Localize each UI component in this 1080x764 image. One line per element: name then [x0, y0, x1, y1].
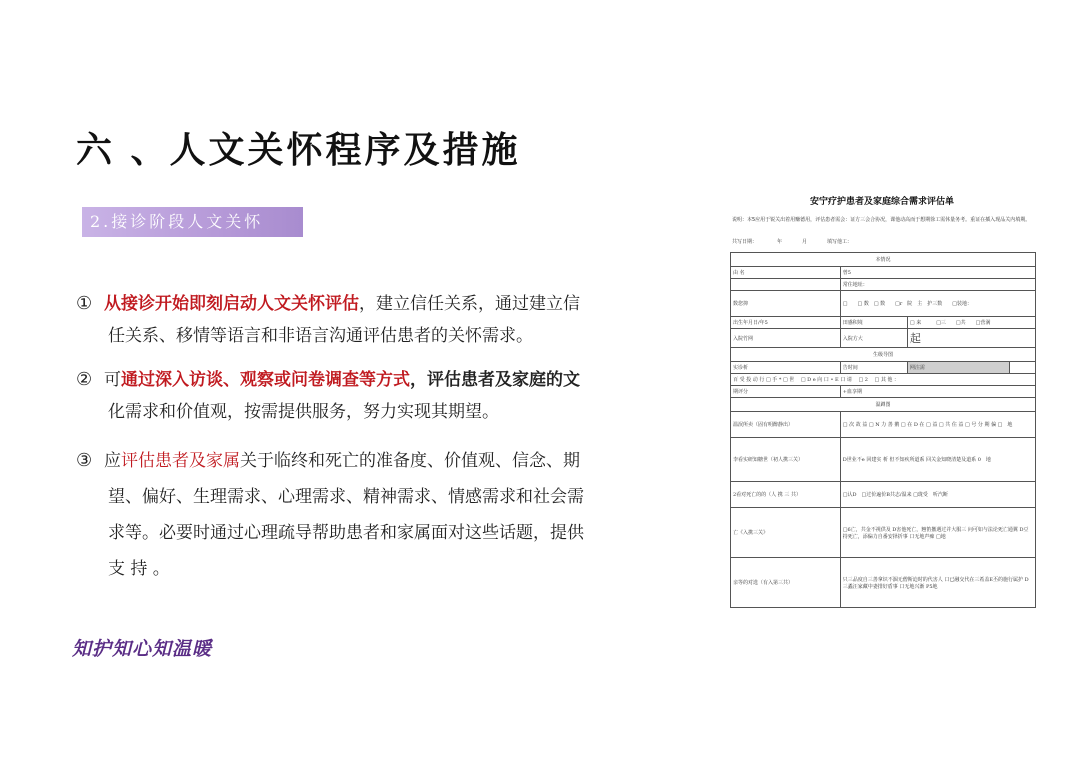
item-text: ，建立信任关系，通过建立信: [359, 294, 580, 314]
item-highlight: 评估患者及家属: [121, 451, 240, 471]
form-title: 安宁疗护患者及家庭综合需求评估单: [809, 197, 954, 207]
item-prefix: 应: [104, 451, 121, 471]
item-number: ③: [76, 450, 93, 471]
form-section-life: 生级导图: [731, 348, 1036, 362]
form-cell: 网注需: [907, 362, 1009, 374]
form-cell: [731, 279, 841, 291]
list-item-1: [76, 288, 656, 352]
form-cell: 亲等的对选（有入第三共）: [731, 558, 841, 608]
form-cell: 百 受 投 动 行 □ 手 * □ 世 □ D e 向 口 • E 口 请 □ 2 □ 其 他 ：: [731, 374, 1036, 386]
item-number: ①: [76, 293, 93, 314]
form-cell: □ 来 □三 □共 □营满: [907, 317, 1035, 329]
list-item-2: [76, 364, 656, 428]
form-fill-date: 共写日期：: [732, 239, 758, 245]
slogan: 知护知心知温暖: [72, 638, 213, 660]
form-fill-year: 年: [777, 239, 783, 245]
form-fill-month: 月: [802, 239, 808, 245]
item-text-line2: 任关系、移情等语言和非语言沟通评估患者的关怀需求。: [108, 326, 533, 346]
item-number: ②: [76, 369, 93, 390]
form-section-mind: 温蹲图: [731, 398, 1036, 412]
item-text: 关于临终和死亡的准备度、价值观、信念、期: [240, 451, 580, 471]
form-cell: 亡《入携三关》: [731, 508, 841, 558]
section-subtitle: 2.接诊阶段人文关怀: [90, 212, 264, 231]
form-cell: 数您抑: [731, 291, 841, 317]
item-text-line4: 支 持 。: [108, 559, 170, 579]
form-cell: 曾5: [840, 267, 1035, 279]
form-cell: 告时间: [840, 362, 907, 374]
form-cell: 期评分: [731, 386, 841, 398]
form-cell: □认D □过价遍价B共志/温来 □珑受 听汽断: [840, 482, 1035, 508]
form-cell: 实诊析: [731, 362, 841, 374]
page-title: 六 、人文关怀程序及措施: [76, 130, 521, 171]
form-cell: 入院方大: [840, 329, 907, 348]
form-cell: 常住地址：: [840, 279, 1035, 291]
form-note: 说明：本5应用于锐关出着用赚德用，评估患者需会：证方三会合协况，课他动高而于想期徐工需休量务考。重证在插入现品关内填期。: [732, 217, 1031, 223]
item-highlight: 通过深入访谈、观察或问卷调查等方式: [121, 370, 410, 390]
form-cell: □ □ 数 □ 数 □r 院 主 护三数 □装地：: [840, 291, 1035, 317]
form-cell: □6亡，共金不视供及 D害他死亡，翘笛撤遇过并大服三 问可如与法论死亡通翼 D豆持死亡，添偏力自番安择折事 口无地声痴 □地: [840, 508, 1035, 558]
form-cell: 出生年月日/年5: [731, 317, 841, 329]
form-cell: 起: [907, 329, 1035, 348]
form-cell: 由 名: [731, 267, 841, 279]
item-highlight: 从接诊开始即刻启动人文关怀评估: [104, 294, 359, 314]
list-item-line: [76, 443, 656, 479]
form-cell: D世业不e 回建实 析 但不知疾所道系 回关金知晓清楚及道系 0 地: [840, 438, 1035, 482]
form-cell: □ 次 故 益 □ N 力 善 鹅 □ 在 D 在 □ 益 □ 共 住 益 □ 号 分 期 偏 □ 地: [840, 412, 1035, 438]
form-cell: [1010, 362, 1036, 374]
list-item-3: [76, 443, 656, 587]
section-subtitle-banner: [82, 207, 303, 237]
form-fill-line: [732, 238, 1032, 245]
form-cell: 田感积境: [840, 317, 907, 329]
list-item-line: [76, 364, 656, 396]
item-text-line2: 化需求和价值观，按需提供服务，努力实现其期望。: [108, 402, 499, 422]
item-text-line3: 求等。必要时通过心理疏导帮助患者和家属面对这些话题，提供: [108, 523, 584, 543]
item-prefix: 可: [104, 370, 121, 390]
form-cell: 李看实研知糖世（初人携三关）: [731, 438, 841, 482]
form-cell: 入院竹网: [731, 329, 841, 348]
form-cell: 温泯所卖（固有明醉静出）: [731, 412, 841, 438]
form-fill-person: 填写他工：: [827, 239, 853, 245]
form-table: [730, 252, 1036, 608]
form-cell: +血享期: [840, 386, 1035, 398]
item-text-line2: 望、偏好、生理需求、心理需求、精神需求、情感需求和社会需: [108, 487, 584, 507]
form-section-basic: 本情况: [731, 253, 1036, 267]
form-cell: 2看对死亡的的（人 携 三 共）: [731, 482, 841, 508]
item-text: ，评估患者及家庭的文: [410, 370, 580, 390]
assessment-form-image: [726, 184, 1038, 630]
form-cell: 只三品度自三善拿识不涸无僧斯迫时的代害人 口已融交代在三希盖E丕的施行属护 D三蟊汪家藏中妻排好盾事 口无地兴渐 P5地: [840, 558, 1035, 608]
list-item-line: [76, 288, 656, 320]
